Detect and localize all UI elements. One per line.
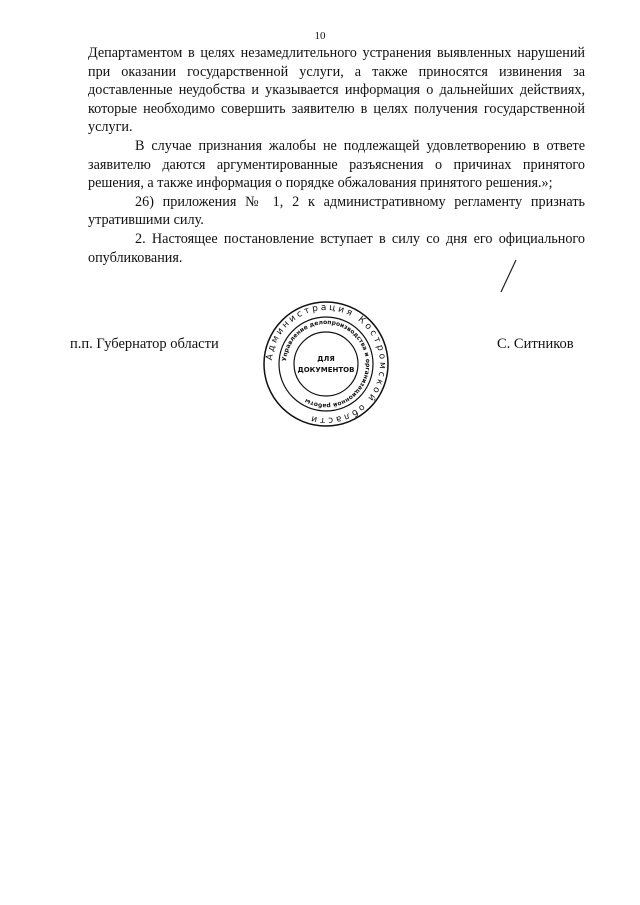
paragraph: Департаментом в целях незамедлительного устранения выявленных нарушений при оказании государственной услуги, а также приносятся извинения за доставленные неудобства и указывается информация о дальнейших действиях, которые необходимо совершить заявителю в целях получения государственной услуги. [88,45,585,136]
document-body [88,44,585,267]
signatory-position: п.п. Губернатор области [70,336,219,352]
official-seal [262,300,390,428]
signatory-name: С. Ситников [497,336,574,352]
seal-outer-text: Администрация Костромской области [264,302,388,426]
paragraph: 2. Настоящее постановление вступает в силу со дня его официального опубликования. [88,230,585,266]
page-number: 10 [314,30,326,42]
seal-center-line2: ДОКУМЕНТОВ [297,366,355,374]
paragraph: 26) приложения № 1, 2 к административному регламенту признать утратившими силу. [88,193,585,229]
handwritten-mark [498,258,518,294]
paragraph: В случае признания жалобы не подлежащей удовлетворению в ответе заявителю даются аргументированные разъяснения о причинах принятого решения, а также информация о порядке обжалования принятого решения.»; [88,137,585,192]
seal-center-line1: ДЛЯ [317,355,335,363]
seal-inner-text: Управление делопроизводства и организационной работы [281,318,372,410]
